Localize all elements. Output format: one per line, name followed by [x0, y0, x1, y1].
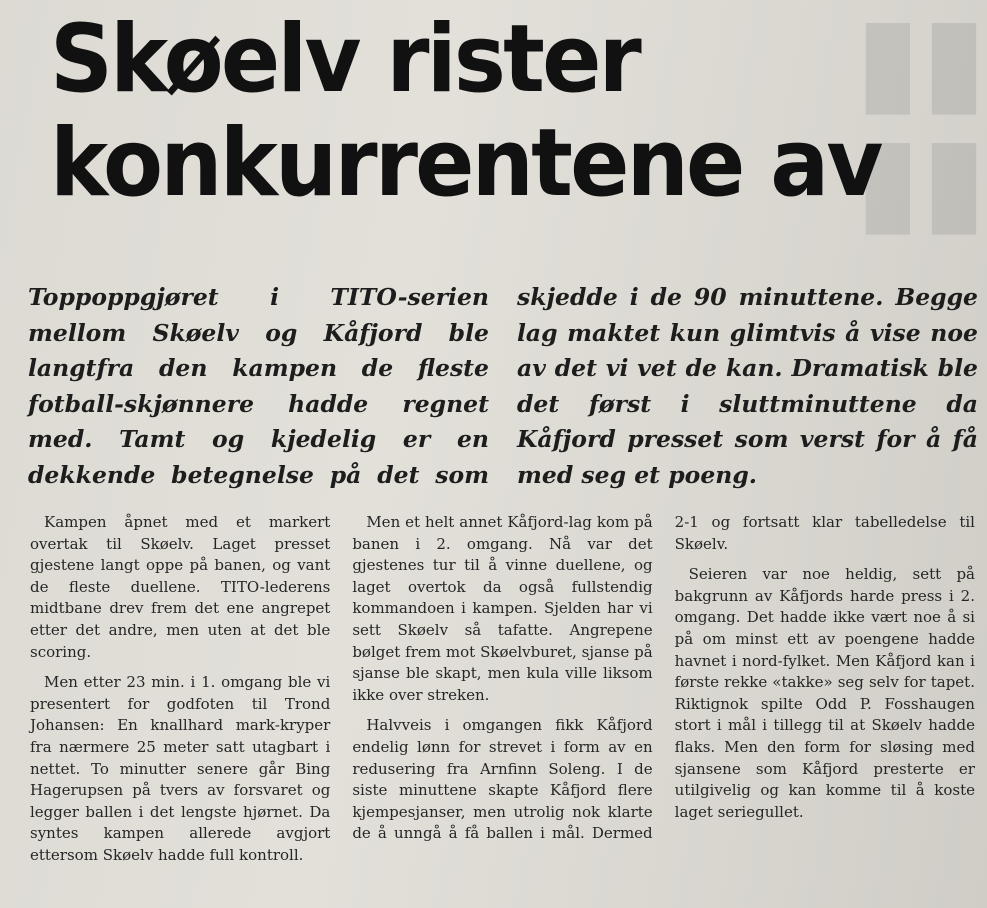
body-paragraph: Men etter 23 min. i 1. omgang ble vi presentert for godfoten til Trond Johansen: En knallhard mark-kryper fra nærmere 25 meter satt utagbart i nettet. To minutter senere går Bing Hagerupsen på tvers av forsvaret og legger ballen i det lengste hjørnet. Da syntes kampen allerede avgjort ettersom Skøelv hadde full kontroll.: [30, 673, 331, 864]
bleed-through-texture: ▮▮ ▮▮: [854, 0, 987, 249]
article-body: [30, 512, 975, 904]
body-paragraph: Seieren var noe heldig, sett på bakgrunn av Kåfjords harde press i 2. omgang. Det hadde ikke vært noe å si på om minst ett av poengene hadde havnet i nord-fylket. Men Kåfjord kan i første rekke «takke» seg selv for tapet. Riktignok spilte Odd P. Fosshaugen stort i mål i tillegg til at Skøelv hadde flaks. Men den form for sløsing med sjansene som Kåfjord presterte er utilgivelig og kan komme til å koste laget seriegullet.: [674, 565, 975, 821]
article-headline: [50, 5, 881, 218]
body-paragraph: Halvveis i omgangen fikk Kåfjord endelig lønn for strevet i form av en redusering fra Arnfinn Soleng. I de siste minuttene skapte Kåfjord flere kjempesjanser, men utrolig nok klarte de å unngå å få ballen i mål. Dermed 2-1 og fortsatt klar tabelledelse til Skøelv.: [352, 513, 975, 843]
headline-line-1: Skøelv rister: [50, 5, 639, 114]
article-ingress: Toppoppgjøret i TITO-serien mellom Skøelv og Kåfjord ble langtfra den kampen de fleste fotball-skjønnere hadde regnet med. Tamt og kjedelig er en dekkende betegnelse på det som skjedde i de 90 minuttene. Begge lag maktet kun glimtvis å vise noe av det vi vet de kan. Dramatisk ble det først i sluttminuttene da Kåfjord presset som verst for å få med seg et poeng.: [28, 283, 978, 489]
headline-line-2: konkurrentene av: [50, 109, 881, 218]
body-paragraph: Men et helt annet Kåfjord-lag kom på banen i 2. omgang. Nå var det gjestenes tur til å vinne duellene, og laget overtok da også fullstendig kommandoen i kampen. Sjelden har vi sett Skøelv så tafatte. Angrepene bølget frem mot Skøelvburet, sjanse på sjanse ble skapt, men kula ville liksom ikke over streken.: [352, 513, 653, 704]
body-paragraph: Kampen åpnet med et markert overtak til Skøelv. Laget presset gjestene langt oppe på banen, og vant de fleste duellene. TITO-lederens midtbane drev frem det ene angrepet etter det andre, men uten at det ble scoring.: [30, 513, 331, 661]
